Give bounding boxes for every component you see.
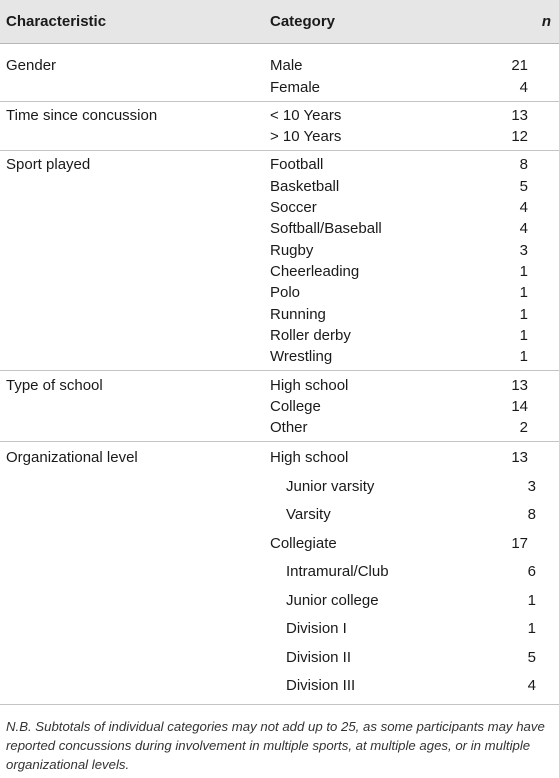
count-cell: 4: [519, 220, 528, 237]
characteristic-label: Sport played: [6, 156, 91, 173]
subcategory-cell: Junior varsity: [286, 478, 375, 495]
category-cell: Male: [270, 57, 303, 74]
category-cell: High school: [270, 377, 349, 394]
characteristic-label: Type of school: [6, 377, 103, 394]
column-header-characteristic: Characteristic: [6, 13, 107, 30]
count-cell: 13: [511, 107, 528, 124]
category-cell: Soccer: [270, 199, 317, 216]
header-rule: [0, 43, 559, 44]
count-cell: 1: [527, 620, 536, 637]
subcategory-cell: Division II: [286, 649, 352, 666]
subcategory-cell: Varsity: [286, 506, 331, 523]
group-separator: [0, 441, 559, 442]
category-cell: Running: [270, 306, 326, 323]
count-cell: 5: [519, 178, 528, 195]
group-separator: [0, 101, 559, 102]
subcategory-cell: Division III: [286, 677, 356, 694]
count-cell: 13: [511, 449, 528, 466]
category-cell: Wrestling: [270, 348, 333, 365]
count-cell: 4: [519, 199, 528, 216]
category-cell: Other: [270, 419, 308, 436]
characteristic-label: Organizational level: [6, 449, 138, 466]
group-separator: [0, 370, 559, 371]
count-cell: 13: [511, 377, 528, 394]
count-cell: 1: [519, 348, 528, 365]
table-header: [0, 0, 559, 44]
category-cell: High school: [270, 449, 349, 466]
subcategory-cell: Division I: [286, 620, 347, 637]
category-cell: Polo: [270, 284, 301, 301]
count-cell: 1: [519, 284, 528, 301]
category-cell: Softball/Baseball: [270, 220, 382, 237]
category-cell: Cheerleading: [270, 263, 360, 280]
category-cell: Basketball: [270, 178, 340, 195]
subcategory-cell: Intramural/Club: [286, 563, 389, 580]
count-cell: 2: [519, 419, 528, 436]
category-cell: Football: [270, 156, 324, 173]
count-cell: 8: [527, 506, 536, 523]
count-cell: 4: [527, 677, 536, 694]
characteristic-label: Gender: [6, 57, 57, 74]
count-cell: 4: [519, 79, 528, 96]
subcategory-cell: Junior college: [286, 592, 379, 609]
category-cell: > 10 Years: [270, 128, 342, 145]
column-header-n: n: [541, 13, 551, 30]
category-cell: Female: [270, 79, 321, 96]
column-header-category: Category: [270, 13, 336, 30]
count-cell: 14: [511, 398, 528, 415]
group-separator: [0, 150, 559, 151]
characteristic-label: Time since concussion: [6, 107, 158, 124]
category-cell: Collegiate: [270, 535, 337, 552]
category-cell: < 10 Years: [270, 107, 342, 124]
count-cell: 3: [527, 478, 536, 495]
category-cell: Rugby: [270, 242, 314, 259]
count-cell: 3: [519, 242, 528, 259]
category-cell: College: [270, 398, 321, 415]
count-cell: 1: [519, 263, 528, 280]
table-footnote: N.B. Subtotals of individual categories may not add up to 25, as some participants may have reported concussions during involvement in multiple sports, at multiple ages, or in multiple organizational levels.: [6, 719, 545, 772]
count-cell: 6: [527, 563, 536, 580]
count-cell: 1: [519, 306, 528, 323]
table-bottom-rule: [0, 704, 559, 705]
count-cell: 8: [519, 156, 528, 173]
count-cell: 1: [527, 592, 536, 609]
count-cell: 21: [511, 57, 528, 74]
category-cell: Roller derby: [270, 327, 351, 344]
count-cell: 17: [511, 535, 528, 552]
count-cell: 5: [527, 649, 536, 666]
count-cell: 12: [511, 128, 528, 145]
count-cell: 1: [519, 327, 528, 344]
